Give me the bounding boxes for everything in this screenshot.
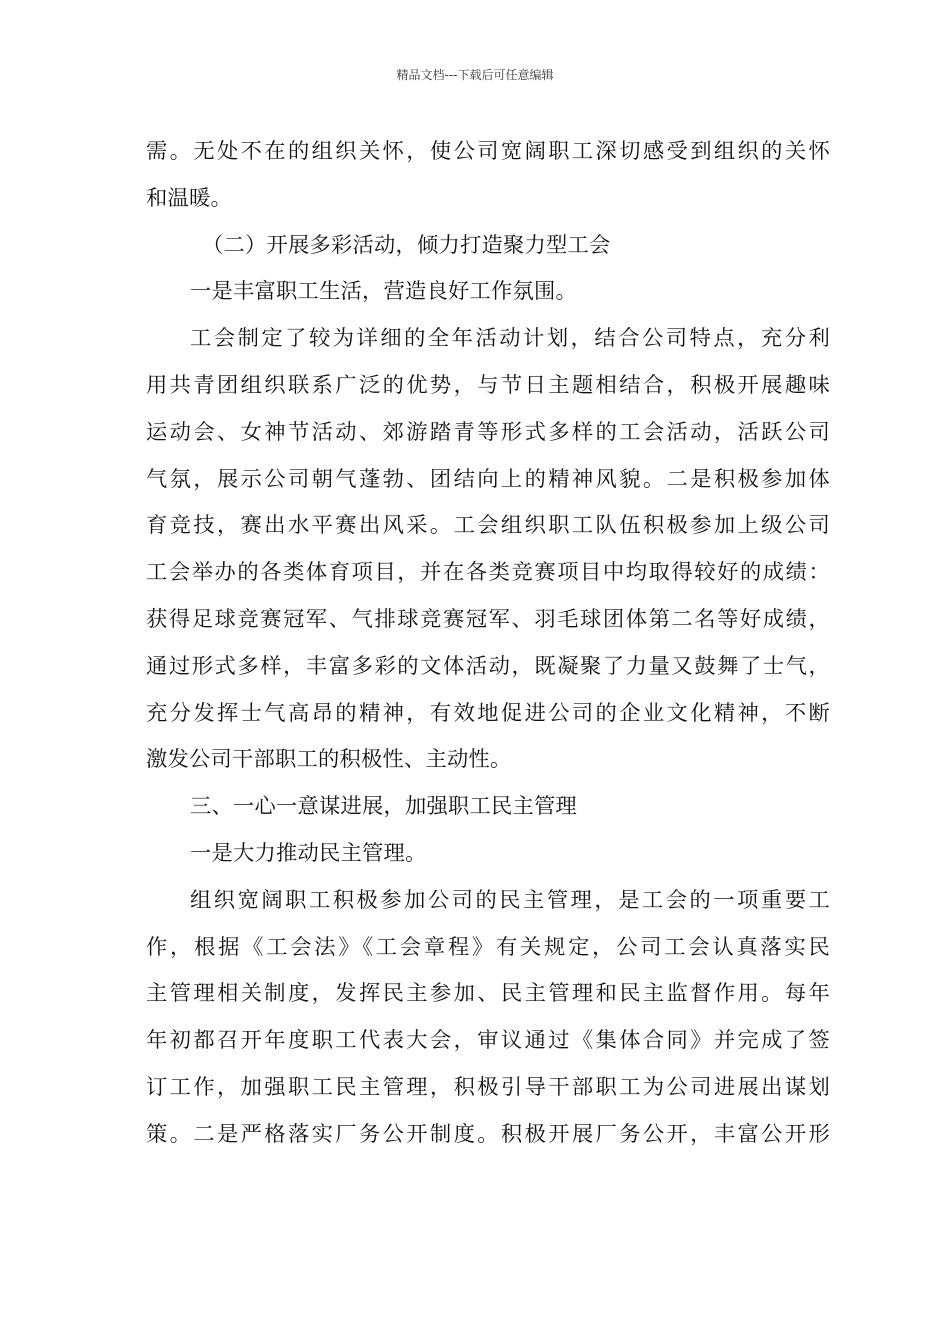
text-line: 组织宽阔职工积极参加公司的民主管理，是工会的一项重要工 xyxy=(190,887,830,913)
text-line: 用共青团组织联系广泛的优势，与节日主题相结合，积极开展趣味 xyxy=(146,372,830,398)
text-line: 充分发挥士气高昂的精神，有效地促进公司的企业文化精神，不断 xyxy=(146,700,830,726)
subheading: 一是丰富职工生活，营造良好工作氛围。 xyxy=(190,279,577,305)
text-line: 需。无处不在的组织关怀，使公司宽阔职工深切感受到组织的关怀 xyxy=(146,139,830,164)
text-line: 作，根据《工会法》《工会章程》有关规定，公司工会认真落实民 xyxy=(146,934,830,960)
text-line: 激发公司干部职工的积极性、主动性。 xyxy=(146,747,512,773)
page-header: 精品文档---下载后可任意编辑 xyxy=(396,68,554,82)
subheading: 一是大力推动民主管理。 xyxy=(190,840,427,866)
text-line: 育竞技，赛出水平赛出风采。工会组织职工队伍积极参加上级公司 xyxy=(146,513,830,539)
section-heading: （二）开展多彩活动，倾力打造聚力型工会 xyxy=(202,232,611,258)
text-line: 气氛，展示公司朝气蓬勃、团结向上的精神风貌。二是积极参加体 xyxy=(146,466,830,492)
text-line: 订工作，加强职工民主管理，积极引导干部职工为公司进展出谋划 xyxy=(146,1074,830,1100)
text-line: 工会举办的各类体育项目，并在各类竞赛项目中均取得较好的成绩： xyxy=(146,560,830,586)
text-line: 年初都召开年度职工代表大会，审议通过《集体合同》并完成了签 xyxy=(146,1028,830,1054)
document-body xyxy=(146,129,830,1159)
text-line: 获得足球竞赛冠军、气排球竞赛冠军、羽毛球团体第二名等好成绩， xyxy=(146,606,830,632)
text-line: 运动会、女神节活动、郊游踏青等形式多样的工会活动，活跃公司 xyxy=(146,419,830,445)
text-line: 策。二是严格落实厂务公开制度。积极开展厂务公开，丰富公开形 xyxy=(146,1121,830,1147)
text-line: 工会制定了较为详细的全年活动计划，结合公司特点，充分利 xyxy=(190,326,830,352)
text-line: 通过形式多样，丰富多彩的文体活动，既凝聚了力量又鼓舞了士气， xyxy=(146,653,830,679)
section-heading: 三、一心一意谋进展，加强职工民主管理 xyxy=(190,794,577,820)
text-line: 主管理相关制度，发挥民主参加、民主管理和民主监督作用。每年 xyxy=(146,981,830,1007)
text-line: 和温暖。 xyxy=(146,185,232,211)
